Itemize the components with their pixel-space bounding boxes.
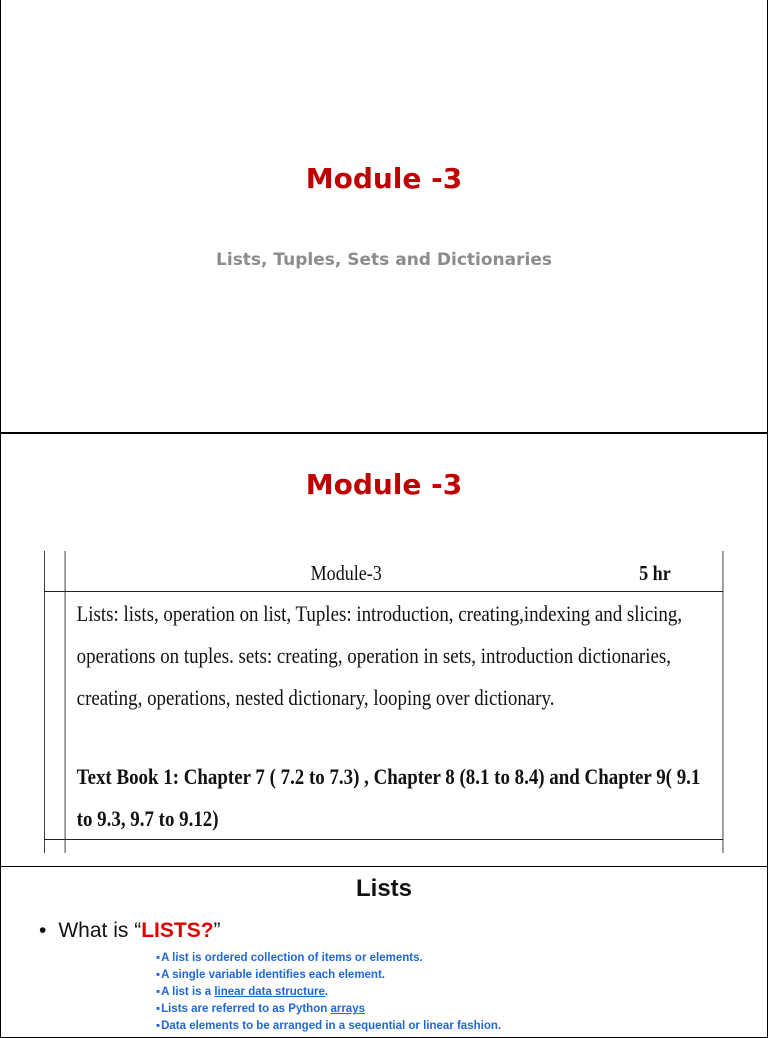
question-prefix: What is “ [58,919,142,942]
bullet-icon: • [39,919,47,942]
title-slide [0,0,768,433]
definition-list [156,950,501,1035]
list-item [156,984,501,1001]
lists-slide [0,866,768,1038]
list-item-text: A single variable identifies each element. [161,969,385,981]
list-item [156,1018,501,1035]
slide-subtitle: Lists, Tuples, Sets and Dictionaries [216,250,552,270]
syllabus-table [44,551,701,853]
list-item [156,950,501,967]
question-suffix: ” [213,919,221,942]
slide-title: Lists [355,875,412,902]
list-item-text: . [324,986,329,998]
question-highlight: LISTS? [141,919,214,942]
syllabus-content: Lists: lists, operation on list, Tuples: introduction, creating,indexing and slicing, operations on tuples. sets: creating, operation in sets, introduction dictionaries, creating, operations, nested dictionary, looping over dictionary. [76,601,683,710]
table-border-left [44,551,45,853]
slide-title: Module -3 [305,162,463,195]
hours-cell: 5 hr [639,561,671,585]
table-border-inner [65,551,66,853]
syllabus-slide [0,433,768,867]
list-item-text: Data elements to be arranged in a sequential or linear fashion. [161,1020,502,1032]
question-bullet [39,919,221,943]
slide-title: Module -3 [305,468,463,501]
list-item-text: A list is ordered collection of items or elements. [161,952,423,964]
table-row-divider [44,591,723,592]
list-item [156,1001,501,1018]
list-item-text: Lists are referred to as Python [161,1003,331,1015]
module-cell: Module-3 [310,561,382,585]
linear-data-structure-link[interactable]: linear data structure [214,986,325,998]
list-item-text: A list is a [161,986,215,998]
textbook-reference: Text Book 1: Chapter 7 ( 7.2 to 7.3) , Chapter 8 (8.1 to 8.4) and Chapter 9( 9.1 to 9.3, 9.7 to 9.12) [76,764,701,831]
list-item [156,967,501,984]
arrays-link[interactable]: arrays [330,1003,365,1015]
table-border-right [723,551,724,853]
